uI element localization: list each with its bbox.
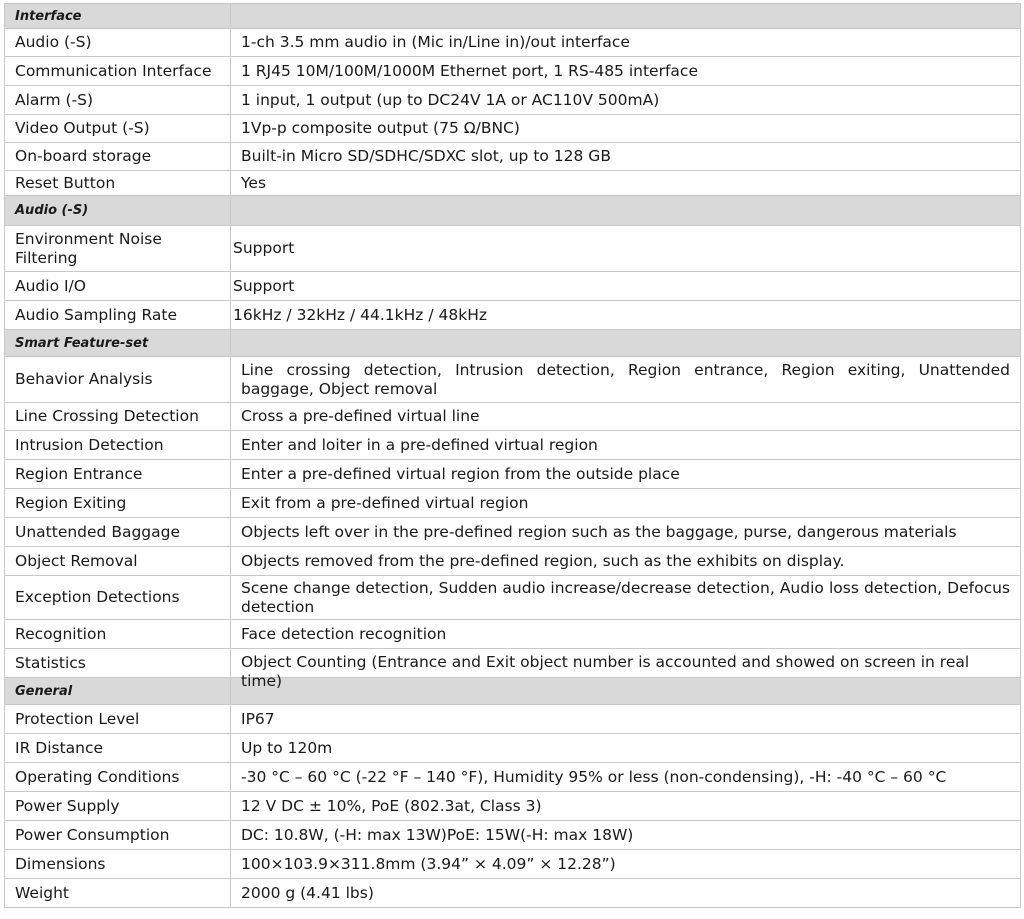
- table-row: [5, 431, 1021, 460]
- row-value: 1-ch 3.5 mm audio in (Mic in/Line in)/out interface: [231, 29, 1021, 57]
- table-row: [5, 489, 1021, 518]
- row-label: Audio Sampling Rate: [5, 301, 231, 330]
- table-row: [5, 792, 1021, 821]
- row-label: Operating Conditions: [5, 763, 231, 792]
- row-label: Intrusion Detection: [5, 431, 231, 460]
- section-header-smart-feature-set: [5, 330, 1021, 357]
- row-value: 1Vp-p composite output (75 Ω/BNC): [231, 115, 1021, 143]
- row-label: Behavior Analysis: [5, 357, 231, 403]
- row-value: Cross a pre-defined virtual line: [231, 403, 1021, 431]
- section-title: General: [5, 678, 231, 705]
- row-label: IR Distance: [5, 734, 231, 763]
- table-row: [5, 57, 1021, 86]
- section-header-interface: [5, 4, 1021, 29]
- table-row: [5, 547, 1021, 576]
- row-value: 100×103.9×311.8mm (3.94” × 4.09” × 12.28”): [231, 850, 1021, 879]
- table-row: [5, 649, 1021, 678]
- row-label: Line Crossing Detection: [5, 403, 231, 431]
- row-label: Environment Noise Filtering: [5, 226, 231, 272]
- row-value: 2000 g (4.41 lbs): [231, 879, 1021, 908]
- section-title: Interface: [5, 4, 231, 29]
- row-label: Recognition: [5, 620, 231, 649]
- row-label: Statistics: [5, 649, 231, 678]
- row-value: IP67: [231, 705, 1021, 734]
- row-value: Face detection recognition: [231, 620, 1021, 649]
- row-value: 1 RJ45 10M/100M/1000M Ethernet port, 1 RS-485 interface: [231, 57, 1021, 86]
- row-value: -30 °C – 60 °C (-22 °F – 140 °F), Humidity 95% or less (non-condensing), -H: -40 °C – 60 °C: [231, 763, 1021, 792]
- table-row: [5, 171, 1021, 196]
- table-row: [5, 518, 1021, 547]
- row-value: Enter a pre-defined virtual region from the outside place: [231, 460, 1021, 489]
- section-header-audio: [5, 196, 1021, 226]
- section-header-general: [5, 678, 1021, 705]
- row-value: 1 input, 1 output (up to DC24V 1A or AC110V 500mA): [231, 86, 1021, 115]
- row-label: Exception Detections: [5, 576, 231, 620]
- table-row: [5, 357, 1021, 403]
- row-value: Exit from a pre-defined virtual region: [231, 489, 1021, 518]
- table-row: [5, 705, 1021, 734]
- table-row: [5, 734, 1021, 763]
- row-value: [231, 649, 1021, 690]
- table-row: [5, 620, 1021, 649]
- row-label: Dimensions: [5, 850, 231, 879]
- row-value: 16kHz / 32kHz / 44.1kHz / 48kHz: [231, 301, 1021, 330]
- row-value: Enter and loiter in a pre-defined virtual region: [231, 431, 1021, 460]
- row-label: Audio (-S): [5, 29, 231, 57]
- row-label: Power Consumption: [5, 821, 231, 850]
- row-value: Objects left over in the pre-defined region such as the baggage, purse, dangerous materials: [231, 518, 1021, 547]
- row-label: Object Removal: [5, 547, 231, 576]
- table-row: [5, 763, 1021, 792]
- row-label: Protection Level: [5, 705, 231, 734]
- table-row: [5, 226, 1021, 272]
- table-row: [5, 86, 1021, 115]
- row-value: Objects removed from the pre-defined region, such as the exhibits on display.: [231, 547, 1021, 576]
- row-label: Reset Button: [5, 171, 231, 196]
- row-label: Power Supply: [5, 792, 231, 821]
- row-value: Up to 120m: [231, 734, 1021, 763]
- table-row: [5, 143, 1021, 171]
- row-value: Line crossing detection, Intrusion detection, Region entrance, Region exiting, Unattended baggage, Object removal: [231, 357, 1021, 403]
- row-label: Unattended Baggage: [5, 518, 231, 547]
- row-value: Support: [231, 226, 1021, 272]
- spec-table: [4, 3, 1021, 908]
- table-row: [5, 576, 1021, 620]
- row-value-text: Object Counting (Entrance and Exit object number is accounted and showed on screen in real time): [241, 653, 970, 690]
- table-row: [5, 879, 1021, 908]
- row-label: Region Exiting: [5, 489, 231, 518]
- table-row: [5, 272, 1021, 301]
- row-label: Video Output (-S): [5, 115, 231, 143]
- row-label: Alarm (-S): [5, 86, 231, 115]
- row-value: Support: [231, 272, 1021, 301]
- row-label: Weight: [5, 879, 231, 908]
- table-row: [5, 29, 1021, 57]
- row-label: On-board storage: [5, 143, 231, 171]
- table-row: [5, 850, 1021, 879]
- table-row: [5, 301, 1021, 330]
- row-value: Built-in Micro SD/SDHC/SDXC slot, up to 128 GB: [231, 143, 1021, 171]
- table-row: [5, 460, 1021, 489]
- row-label: Audio I/O: [5, 272, 231, 301]
- table-row: [5, 115, 1021, 143]
- row-value: Scene change detection, Sudden audio increase/decrease detection, Audio loss detection, Defocus detection: [231, 576, 1021, 620]
- table-row: [5, 403, 1021, 431]
- row-value: DC: 10.8W, (-H: max 13W)PoE: 15W(-H: max 18W): [231, 821, 1021, 850]
- section-title: Smart Feature-set: [5, 330, 231, 357]
- row-label: Region Entrance: [5, 460, 231, 489]
- section-title: Audio (-S): [5, 196, 231, 226]
- row-value: Yes: [231, 171, 1021, 196]
- row-label: Communication Interface: [5, 57, 231, 86]
- table-row: [5, 821, 1021, 850]
- row-value: 12 V DC ± 10%, PoE (802.3at, Class 3): [231, 792, 1021, 821]
